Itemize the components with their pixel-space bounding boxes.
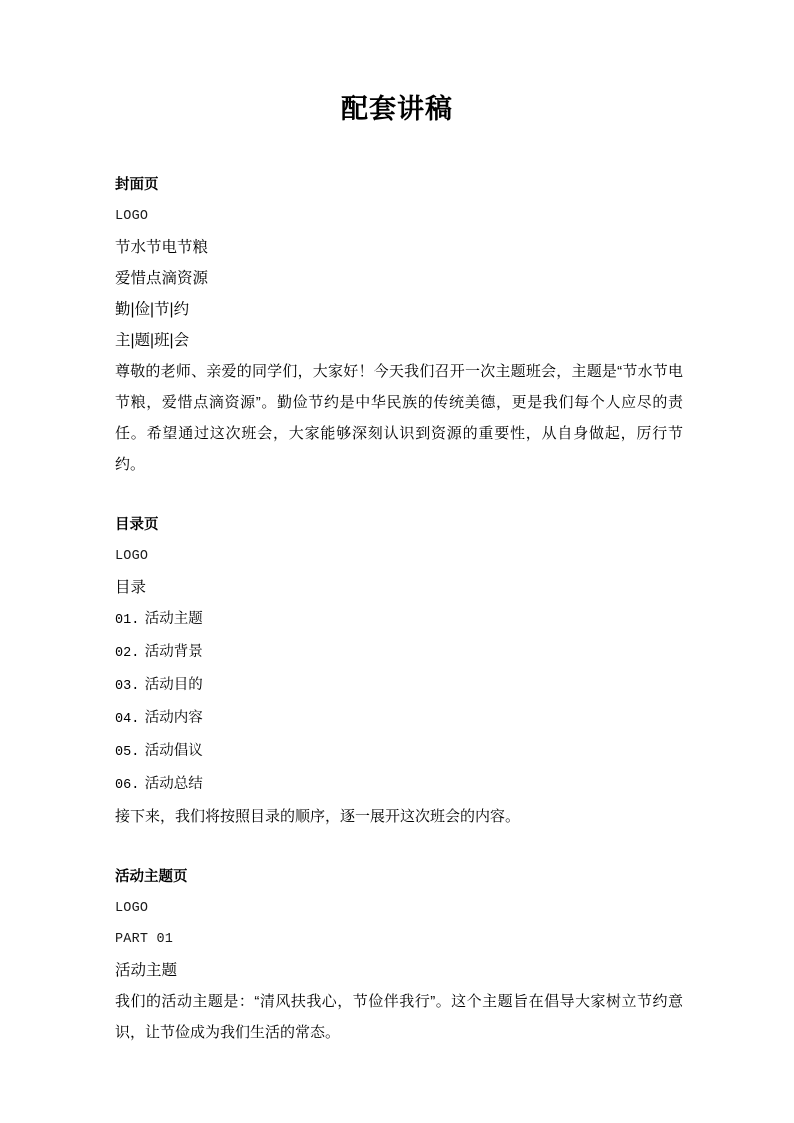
document-body [115, 170, 683, 1048]
list-item-number: 01. [115, 613, 140, 628]
section-cover-page [115, 170, 683, 480]
list-item-label: 活动目的 [144, 677, 203, 693]
logo-label: LOGO [115, 549, 149, 564]
list-item-number: 03. [115, 679, 140, 694]
list-item [115, 603, 683, 636]
section-heading: 活动主题页 [115, 869, 188, 885]
toc-title: 目录 [115, 579, 147, 596]
section-narration: 尊敬的老师、亲爱的同学们，大家好！今天我们召开一次主题班会，主题是“节水节电节粮，爱惜点滴资源”。勤俭节约是中华民族的传统美德，更是我们每个人应尽的责任。希望通过这次班会，大家能够深刻认识到资源的重要性，从自身做起，厉行节约。 [115, 363, 683, 473]
list-item [115, 636, 683, 669]
logo-label: LOGO [115, 209, 149, 224]
cover-slogan-line-1: 节水节电节粮 [115, 239, 209, 256]
list-item-label: 活动主题 [144, 611, 203, 627]
part-title: 活动主题 [115, 962, 178, 979]
list-item [115, 669, 683, 702]
list-item-label: 活动内容 [144, 710, 203, 726]
section-narration: 接下来，我们将按照目录的顺序，逐一展开这次班会的内容。 [115, 808, 521, 825]
list-item-label: 活动总结 [144, 776, 203, 792]
list-item-number: 06. [115, 778, 140, 793]
list-item-label: 活动倡议 [144, 743, 203, 759]
list-item-number: 05. [115, 745, 140, 760]
section-toc-page [115, 510, 683, 832]
section-heading: 封面页 [115, 177, 159, 193]
list-item [115, 768, 683, 801]
cover-subtitle-line-1: 勤|俭|节|约 [115, 301, 190, 318]
section-narration: 我们的活动主题是：“清风扶我心，节俭伴我行”。这个主题旨在倡导大家树立节约意识，让节俭成为我们生活的常态。 [115, 993, 683, 1041]
cover-subtitle-line-2: 主|题|班|会 [115, 332, 190, 349]
page-title: 配套讲稿 [341, 94, 453, 124]
section-heading: 目录页 [115, 517, 159, 533]
logo-label: LOGO [115, 901, 149, 916]
cover-slogan-line-2: 爱惜点滴资源 [115, 270, 209, 287]
list-item-number: 04. [115, 712, 140, 727]
list-item-label: 活动背景 [144, 644, 203, 660]
list-item [115, 702, 683, 735]
part-label: PART 01 [115, 932, 174, 947]
list-item [115, 735, 683, 768]
list-item-number: 02. [115, 646, 140, 661]
section-activity-theme-page [115, 862, 683, 1048]
